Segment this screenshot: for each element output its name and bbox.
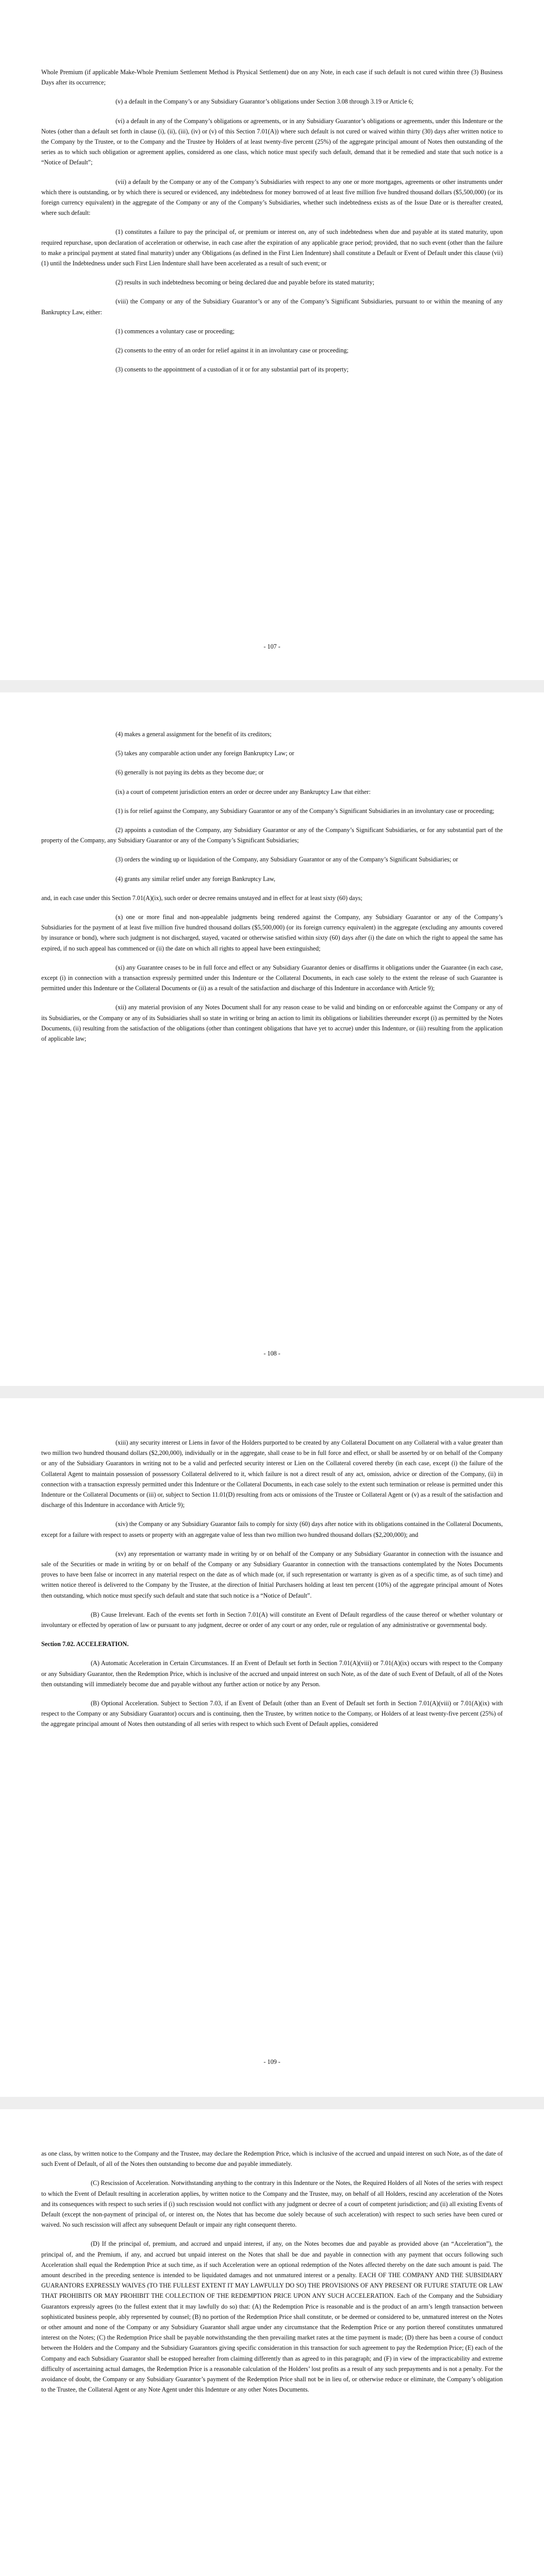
page-number: - 108 -: [263, 1350, 281, 1357]
paragraph-b: (B) Cause Irrelevant. Each of the events set forth in Section 7.01(A) will constitute an Event of Default regardless of the cause thereof or whether voluntary or involuntary or effected by operation of law or pursuant to any judgment, decree or order of any court or any order, rule or regulation of any administrative or governmental body.: [41, 1611, 503, 1629]
clause-viii: (viii) the Company or any of the Subsidiary Guarantor’s or any of the Company’s Significant Subsidiaries, pursuant to or within the meaning of any Bankruptcy Law, either:: [41, 298, 503, 316]
clause-xi: (xi) any Guarantee ceases to be in full force and effect or any Subsidiary Guarantor denies or disaffirms it obligations under the Guarantee (in each case, except (i) in connection with a transaction expressly permitted under this Indenture or the Collateral Documents, in each case solely to the extent the release of such Guarantee is permitted under this Indenture or the Collateral Documents or (ii) as a result of the satisfaction and discharge of this Indenture in accordance with Article 9);: [41, 963, 503, 992]
page-108: [41, 729, 503, 1053]
subclause-3: (3) orders the winding up or liquidation of the Company, any Subsidiary Guarantor or any of the Company’s Significant Subsidiaries; or: [116, 856, 458, 863]
page-number: - 107 -: [263, 643, 281, 650]
clause-xiv: (xiv) the Company or any Subsidiary Guarantor fails to comply for sixty (60) days after notice with its obligations contained in the Collateral Documents, except for a failure with respect to assets or property with an aggregate value of less than two million two hundred thousand dollars ($2,200,000); and: [41, 1520, 503, 1538]
page-107: [41, 67, 503, 383]
clause-xv: (xv) any representation or warranty made in writing by or on behalf of the Company or any Subsidiary Guarantor in connection with the issuance and sale of the Securities or made in writing by or on behalf of the Company or any Subsidiary Guarantor in connection with the transactions contemplated by the Notes Documents proves to have been false or incorrect in any material respect on the date as of which made (or, if such representation or warranty is given as of a specific time, as of such time) and written notice thereof is delivered to the Company by the Trustee, at the direction of Initial Purchasers holding at least ten percent (10%) of the aggregate principal amount of Notes then outstanding, which notice must specify such default and state that such notice is a “Notice of Default”.: [41, 1550, 503, 1599]
clause-v: (v) a default in the Company’s or any Subsidiary Guarantor’s obligations under Section 3.08 through 3.19 or Article 6;: [116, 98, 414, 106]
subclause-2: (2) results in such indebtedness becoming or being declared due and payable before its stated maturity;: [116, 279, 374, 286]
clause-ix: (ix) a court of competent jurisdiction enters an order or decree under any Bankruptcy Law that either:: [116, 788, 371, 795]
subclause-2: (2) appoints a custodian of the Company, any Subsidiary Guarantor or any of the Company’s Significant Subsidiaries, or for any substantial part of the property of the Company, any Subsidiary Guarantor or any of the Company’s Significant Subsidiaries;: [41, 826, 503, 844]
paragraph-d: (D) If the principal of, premium, and accrued and unpaid interest, if any, on the Notes becomes due and payable as provided above (an “Acceleration”), the principal of, and the Premium, if any, and accrued but unpaid interest on the Notes that shall be due and payable in connection with any payment that occurs following such Acceleration shall equal the Redemption Price at such time, as if such Acceleration were an optional redemption of the Notes affected thereby on the date such amount is paid. The amount described in the preceding sentence is intended to be liquidated damages and not unmatured interest or a penalty. EACH OF THE COMPANY AND THE SUBSIDIARY GUARANTORS EXPRESSLY WAIVES (TO THE FULLEST EXTENT IT MAY LAWFULLY DO SO) THE PROVISIONS OF ANY PRESENT OR FUTURE STATUTE OR LAW THAT PROHIBITS OR MAY PROHIBIT THE COLLECTION OF THE REDEMPTION PRICE UPON ANY SUCH ACCELERATION. Each of the Company and the Subsidiary Guarantors expressly agrees (to the fullest extent that it may lawfully do so) that: (A) the Redemption Price is reasonable and is the product of an arm’s length transaction between sophisticated business people, ably represented by counsel; (B) no portion of the Redemption Price shall constitute, or be deemed or considered to be, unmatured interest on the Notes or other amount and none of the Company or any Subsidiary Guarantor shall argue under any circumstance that the Redemption Price or any portion thereof constitutes unmatured interest on the Notes; (C) the Redemption Price shall be payable notwithstanding the then prevailing market rates at the time payment is made; (D) there has been a course of conduct between the Holders and the Company and the Subsidiary Guarantors giving specific consideration in this transaction for such agreement to pay the Redemption Price; (E) each of the Company and each Subsidiary Guarantor shall be estopped hereafter from claiming differently than as agreed to in this paragraph; and (F) in view of the impracticability and extreme difficulty of ascertaining actual damages, the Redemption Price is a reasonable calculation of the Holders’ lost profits as a result of any such prepayments and is not a penalty. For the avoidance of doubt, the Company or any Subsidiary Guarantor’s payment of the Redemption Price shall not be in lieu of, or otherwise reduce or eliminate, the Company’s obligation to the Trustee, the Collateral Agent or any Note Agent under this Indenture or any other Notes Documents.: [41, 2240, 503, 2394]
page-110: [41, 2148, 503, 2403]
subclause-4: (4) grants any similar relief under any foreign Bankruptcy Law,: [116, 875, 275, 883]
subclause-4: (4) makes a general assignment for the benefit of its creditors;: [116, 731, 272, 738]
page-number: - 109 -: [263, 2058, 281, 2065]
paragraph: and, in each case under this Section 7.01(A)(ix), such order or decree remains unstayed and in effect for at least sixty (60) days;: [41, 894, 362, 902]
paragraph-c: (C) Rescission of Acceleration. Notwithstanding anything to the contrary in this Indenture or the Notes, the Required Holders of all Notes of the series with respect to which the Event of Default resulting in acceleration applies, by written notice to the Company and the Trustee, may, on behalf of all Holders, rescind any acceleration of the Notes and its consequences with respect to such series if (i) such rescission would not conflict with any judgment or decree of a court of competent jurisdiction; and (ii) all existing Events of Default (except the non-payment of principal of, or interest on, the Notes that has become due solely because of such acceleration) with respect to such series have been cured or waived. No such rescission will affect any subsequent Default or impair any right consequent thereto.: [41, 2179, 503, 2229]
subclause-3: (3) consents to the appointment of a custodian of it or for any substantial part of its property;: [116, 366, 349, 374]
clause-vii: (vii) a default by the Company or any of the Company’s Subsidiaries with respect to any one or more mortgages, agreements or other instruments under which there is outstanding, or by which there is secured or evidenced, any indebtedness for money borrowed of at least five million five hundred thousand dollars ($5,500,000) (or its foreign currency equivalent) in the aggregate of the Company or any of the Company’s Subsidiaries, whether such indebtedness exists as of the Issue Date or is thereafter created, where such default:: [41, 178, 503, 217]
subclause-1: (1) constitutes a failure to pay the principal of, or premium or interest on, any of such indebtedness when due and payable at its stated maturity, upon required repurchase, upon declaration of acceleration or otherwise, in each case after the expiration of any applicable grace period; provided, that no such event (other than the failure to make a principal payment at stated final maturity) under any Obligations (as defined in the First Lien Indenture) shall constitute a Default or Event of Default under this clause (vii)(1) until the Indebtedness under such First Lien Indenture shall have been accelerated as a result of such event; or: [41, 228, 503, 267]
paragraph: Whole Premium (if applicable Make-Whole Premium Settlement Method is Physical Settlement) due on any Note, in each case if such default is not cured within three (3) Business Days after its occurrence;: [41, 69, 503, 87]
page-109: [41, 1437, 503, 1738]
subclause-5: (5) takes any comparable action under any foreign Bankruptcy Law; or: [116, 750, 294, 757]
page-separator: [0, 680, 544, 692]
clause-vi: (vi) a default in any of the Company’s obligations or agreements, or in any Subsidiary Guarantor’s obligations or agreements, under this Indenture or the Notes (other than a default set forth in clause (i), (ii), (iii), (iv) or (v) of this Section 7.01(A)) where such default is not cured or waived within thirty (30) days after written notice to the Company by the Trustee, or to the Company and the Trustee by Holders of at least twenty-five percent (25%) of the aggregate principal amount of Notes then outstanding of the series as to which such obligation or agreement applies, considered as one class, which notice must specify such default, demand that it be remedied and state that such notice is a “Notice of Default”;: [41, 117, 503, 166]
clause-x: (x) one or more final and non-appealable judgments being rendered against the Company, any Subsidiary Guarantor or any of the Company’s Subsidiaries for the payment of at least five million five hundred thousand dollars ($5,500,000) (or its foreign currency equivalent) in the aggregate (excluding any amounts covered by insurance or bond), where such judgment is not discharged, stayed, vacated or otherwise satisfied within sixty (60) days after (i) the date on which the right to appeal the same has expired, if no such appeal has commenced or (ii) the date on which all rights to appeal have been extinguished;: [41, 913, 503, 952]
clause-xii: (xii) any material provision of any Notes Document shall for any reason cease to be valid and binding on or enforceable against the Company or any of its Subsidiaries, or the Company or any of its Subsidiaries shall so state in writing or bring an action to limit its obligations or liabilities thereunder except (i) as permitted by the Notes Documents, (ii) resulting from the satisfaction of the obligations (other than contingent obligations that have yet to accrue) under this Indenture, or (iii) resulting from the application of applicable law;: [41, 1004, 503, 1043]
subclause-6: (6) generally is not paying its debts as they become due; or: [116, 769, 264, 776]
subclause-1: (1) is for relief against the Company, any Subsidiary Guarantor or any of the Company’s Significant Subsidiaries in an involuntary case or proceeding;: [116, 807, 494, 815]
subclause-2: (2) consents to the entry of an order for relief against it in an involuntary case or proceeding;: [116, 347, 349, 354]
section-heading: Section 7.02. ACCELERATION.: [41, 1640, 129, 1648]
paragraph-a: (A) Automatic Acceleration in Certain Circumstances. If an Event of Default set forth in Section 7.01(A)(viii) or 7.01(A)(ix) occurs with respect to the Company or any Subsidiary Guarantor, then the Redemption Price, which is inclusive of the accrued and unpaid interest on such Note, as of the date of such Event of Default, of all of the Notes then outstanding will immediately become due and payable without any further action or notice by any Person.: [41, 1659, 503, 1688]
paragraph: as one class, by written notice to the Company and the Trustee, may declare the Redemption Price, which is inclusive of the accrued and unpaid interest on such Note, as of the date of such Event of Default, of all of the Notes then outstanding to become due and payable immediately.: [41, 2150, 503, 2168]
clause-xiii: (xiii) any security interest or Liens in favor of the Holders purported to be created by any Collateral Document on any Collateral with a value greater than two million two hundred thousand dollars ($2,200,000), individually or in the aggregate, shall cease to be in full force and effect, or shall be asserted by or on behalf of the Company or any of the Subsidiary Guarantors in writing not to be a valid and perfected security interest or Lien on the Collateral covered thereby (in each case, except (i) the failure of the Collateral Agent to maintain possession of possessory Collateral delivered to it, which failure is not a direct result of any act, omission, advice or direction of the Company, (ii) in connection with a transaction expressly permitted under this Indenture or the Collateral Documents, in each case solely to the extent such termination or release is permitted under this Indenture or the Collateral Documents or (iii) or, subject to Section 11.01(D) resulting from acts or omissions of the Trustee or Collateral Agent or (v) as a result of the satisfaction and discharge of this Indenture in accordance with Article 9);: [41, 1439, 503, 1509]
page-separator: [0, 1386, 544, 1398]
subclause-1: (1) commences a voluntary case or proceeding;: [116, 327, 235, 335]
page-separator: [0, 2097, 544, 2109]
paragraph-b: (B) Optional Acceleration. Subject to Section 7.03, if an Event of Default (other than an Event of Default set forth in Section 7.01(A)(viii) or 7.01(A)(ix) with respect to the Company or any Subsidiary Guarantor) occurs and is continuing, then the Trustee, by written notice to the Company, or Holders of at least twenty-five percent (25%) of the aggregate principal amount of Notes then outstanding of all series with respect to which such Event of Default applies, considered: [41, 1700, 503, 1728]
